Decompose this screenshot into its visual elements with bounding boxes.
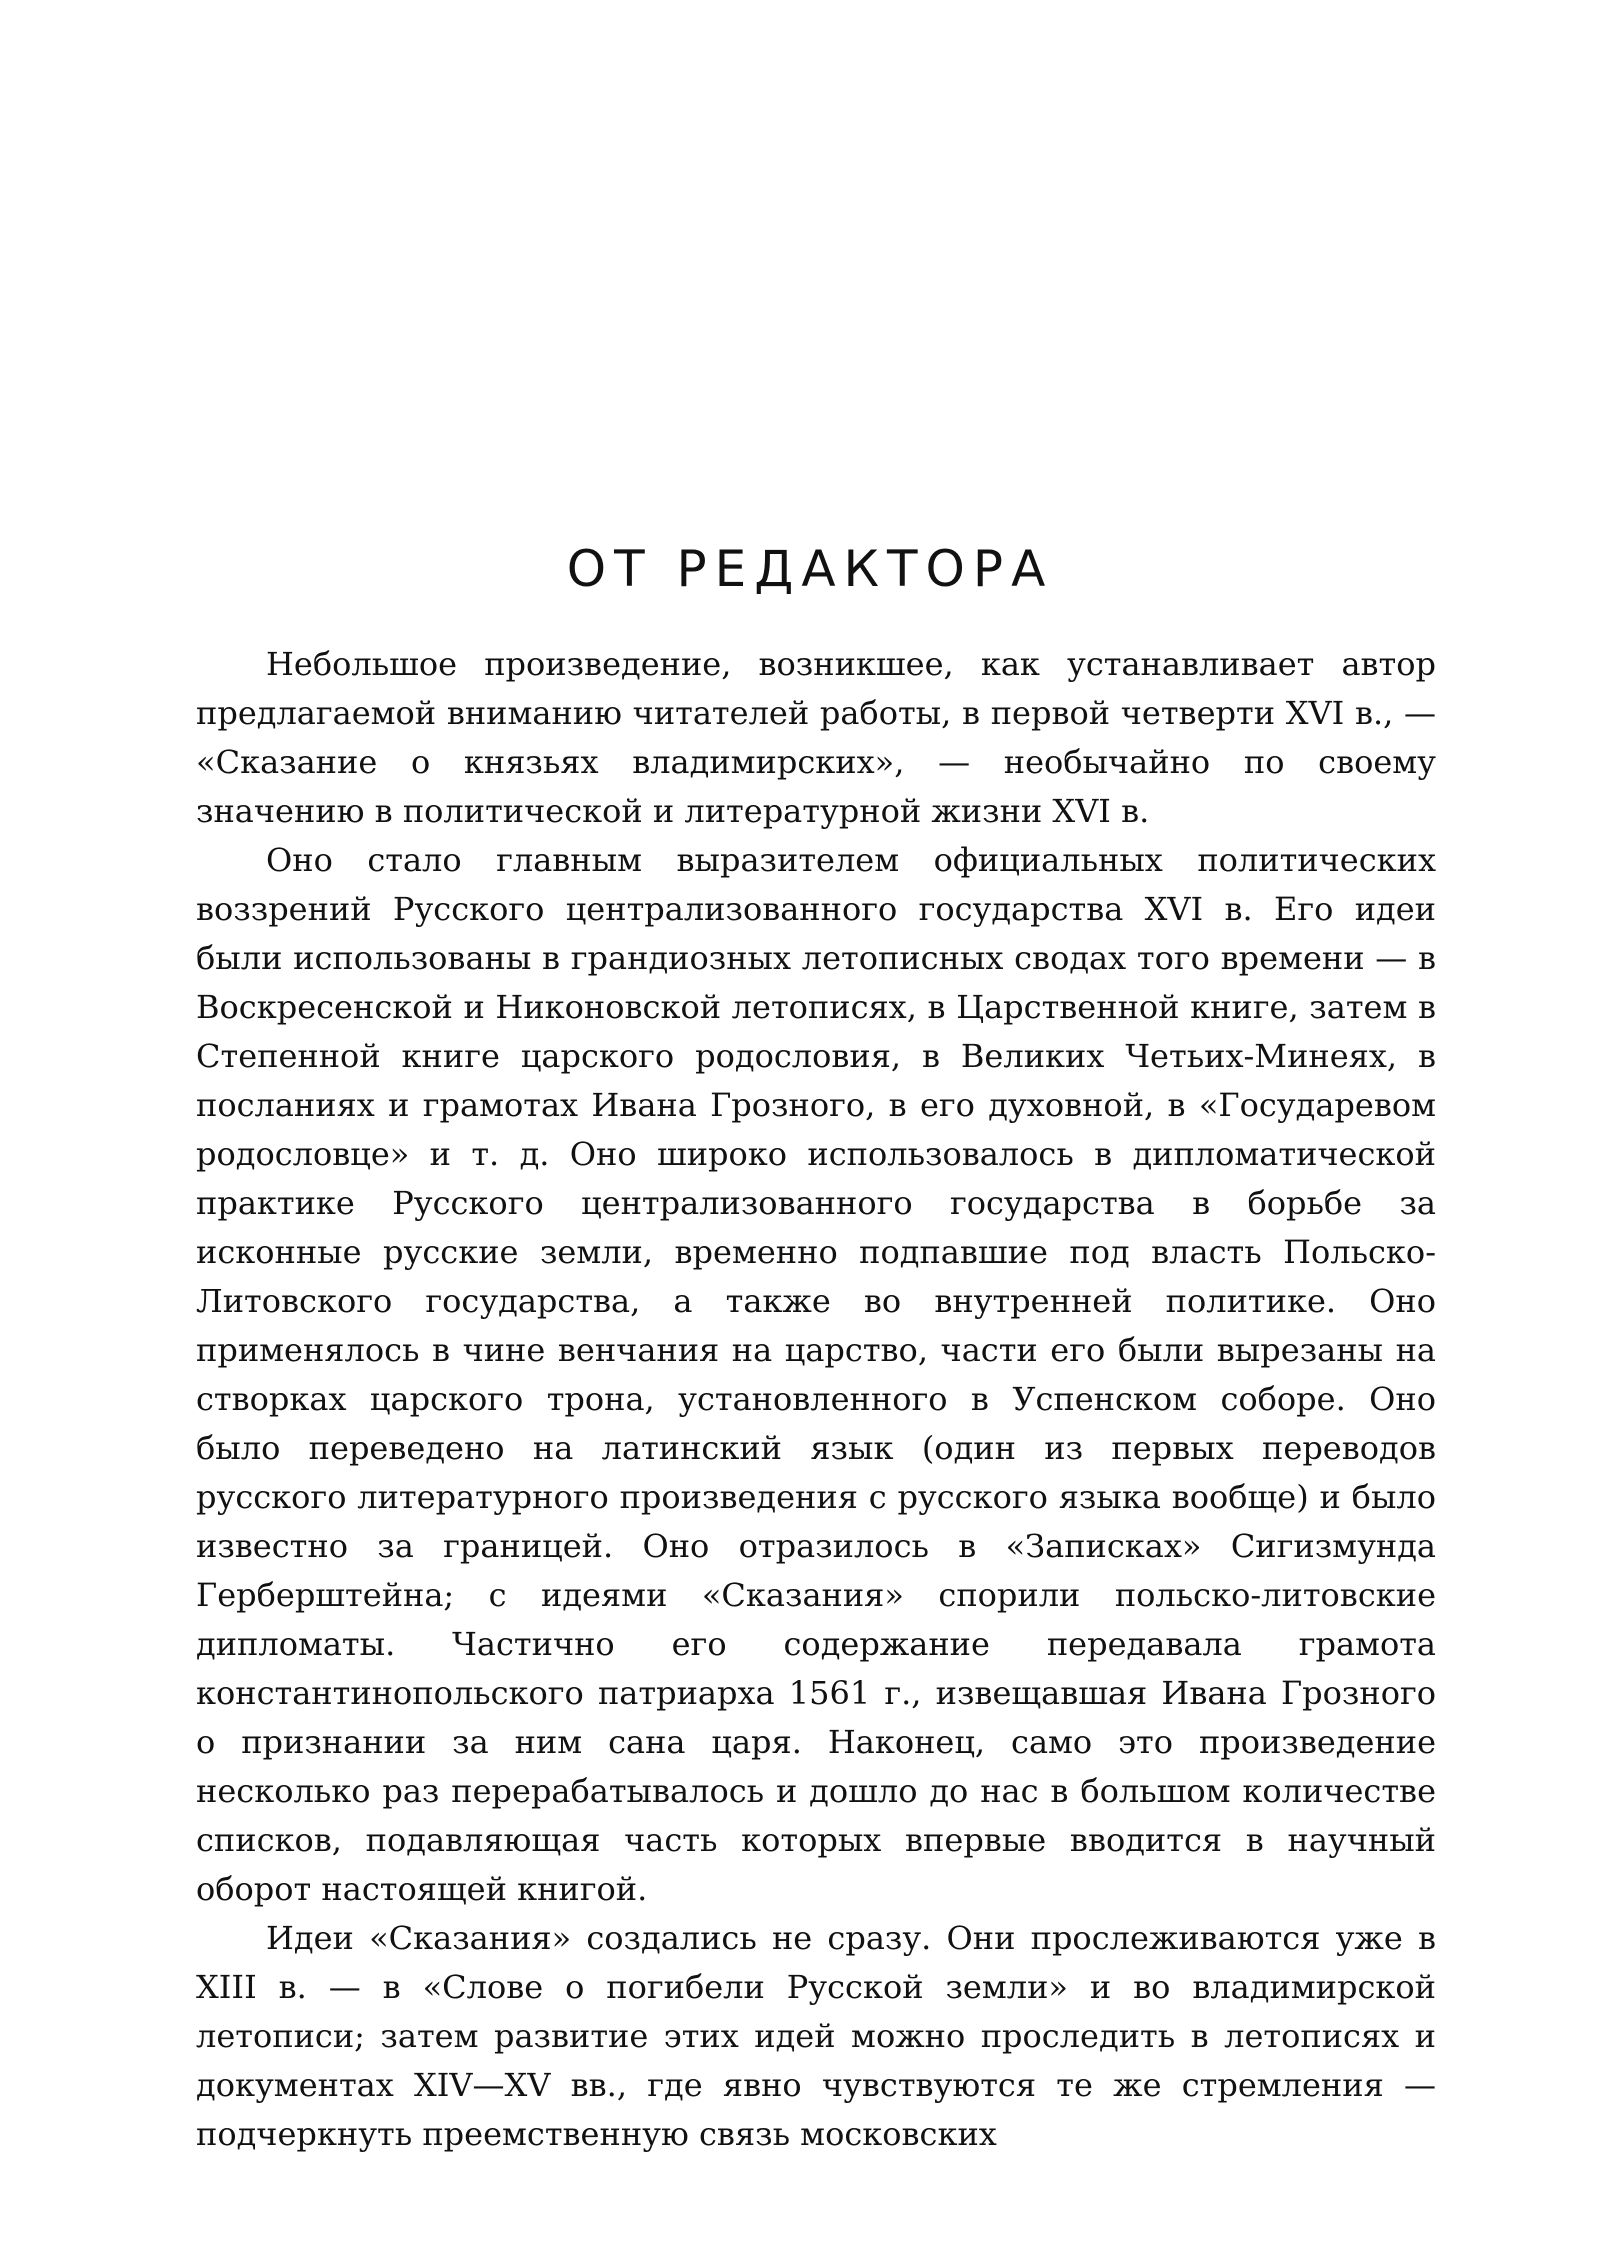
text-body	[196, 640, 1436, 2159]
paragraph-2: Оно стало главным выразителем официальных политических воззрений Русского централизованного государства XVI в. Его идеи были использованы в грандиозных летописных сводах того времени — в Воскресенской и Никоновской летописях, в Царственной книге, затем в Степенной книге царского родословия, в Великих Четьих-Минеях, в посланиях и грамотах Ивана Грозного, в его духовной, в «Государевом родословце» и т. д. Оно широко использовалось в дипломатической практике Русского централизованного государства в борьбе за исконные русские земли, временно подпавшие под власть Польско-Литовского государства, а также во внутренней политике. Оно применялось в чине венчания на царство, части его были вырезаны на створках царского трона, установленного в Успенском соборе. Оно было переведено на латинский язык (один из первых переводов русского литературного произведения с русского языка вообще) и было известно за границей. Оно отразилось в «Записках» Сигизмунда Герберштейна; с идеями «Сказания» спорили польско-литовские дипломаты. Частично его содержание передавала грамота константинопольского патриарха 1561 г., извещавшая Ивана Грозного о признании за ним сана царя. Наконец, само это произведение несколько раз перерабатывалось и дошло до нас в большом количестве списков, подавляющая часть которых впервые вводится в научный оборот настоящей книгой.	[196, 841, 1436, 1908]
paragraph-3: Идеи «Сказания» создались не сразу. Они прослеживаются уже в XIII в. — в «Слове о погибели Русской земли» и во владимирской летописи; затем развитие этих идей можно проследить в летописях и документах XIV—XV вв., где явно чувствуются те же стремления — подчеркнуть преемственную связь московских	[196, 1919, 1436, 2153]
paragraph-1: Небольшое произведение, возникшее, как устанавливает автор предлагаемой вниманию читателей работы, в первой четверти XVI в., — «Сказание о князьях владимирских», — необычайно по своему значению в политической и литературной жизни XVI в.	[196, 645, 1436, 830]
page-title: ОТ РЕДАКТОРА	[566, 540, 1054, 598]
